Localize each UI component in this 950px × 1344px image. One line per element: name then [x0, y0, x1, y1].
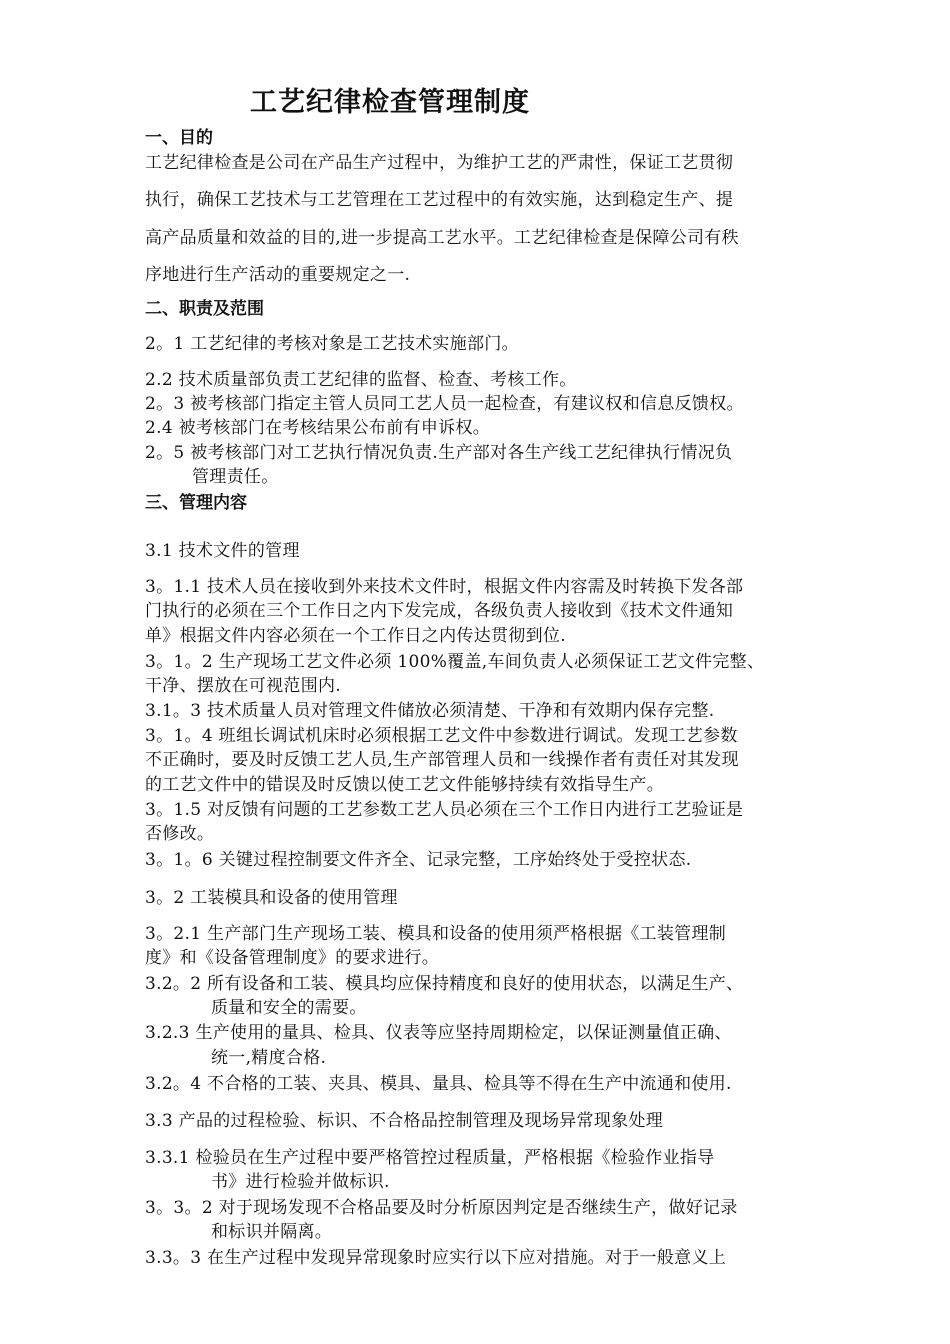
- paragraph-line: 3.2.3 生产使用的量具、检具、仪表等应坚持周期检定，以保证测量值正确、: [145, 1023, 732, 1043]
- paragraph-line: 序地进行生产活动的重要规定之一.: [145, 265, 411, 285]
- paragraph-line: 高产品质量和效益的目的,进一步提高工艺水平。工艺纪律检查是保障公司有秩: [145, 228, 739, 248]
- paragraph-line: 3。2.1 生产部门生产现场工装、模具和设备的使用须严格根据《工装管理制: [145, 924, 727, 944]
- section-heading-duties: 二、职责及范围: [145, 299, 264, 319]
- subsection-heading-3-3: 3.3 产品的过程检验、标识、不合格品控制管理及现场异常现象处理: [145, 1111, 664, 1131]
- paragraph-line: 工艺纪律检查是公司在产品生产过程中，为维护工艺的严肃性，保证工艺贯彻: [145, 153, 734, 173]
- paragraph-line: 3.3。3 在生产过程中发现异常现象时应实行以下应对措施。对于一般意义上: [145, 1248, 727, 1268]
- paragraph-line: 的工艺文件中的错误及时反馈以使工艺文件能够持续有效指导生产。: [145, 775, 664, 795]
- list-item: 2.2 技术质量部负责工艺纪律的监督、检查、考核工作。: [145, 370, 577, 390]
- paragraph-line: 不正确时，要及时反馈工艺人员,生产部管理人员和一线操作者有责任对其发现: [145, 750, 739, 770]
- section-heading-management: 三、管理内容: [145, 493, 247, 513]
- paragraph-line-continuation: 书》进行检验并做标识.: [211, 1172, 390, 1192]
- subsection-heading-3-2: 3。2 工装模具和设备的使用管理: [145, 888, 398, 908]
- paragraph-line: 3。1。6 关键过程控制要文件齐全、记录完整，工序始终处于受控状态.: [145, 850, 692, 870]
- paragraph-line: 3.2。4 不合格的工装、夹具、模具、量具、检具等不得在生产中流通和使用.: [145, 1074, 732, 1094]
- list-item: 2。5 被考核部门对工艺执行情况负责.生产部对各生产线工艺纪律执行情况负: [145, 443, 733, 463]
- section-heading-purpose: 一、目的: [145, 128, 213, 148]
- document-title: 工艺纪律检查管理制度: [250, 87, 530, 118]
- paragraph-line: 3。3。2 对于现场发现不合格品要及时分析原因判定是否继续生产，做好记录: [145, 1198, 738, 1218]
- paragraph-line: 门执行的必须在三个工作日之内下发完成，各级负责人接收到《技术文件通知: [145, 601, 734, 621]
- list-item: 2。3 被考核部门指定主管人员同工艺人员一起检查，有建议权和信息反馈权。: [145, 394, 744, 414]
- paragraph-line-continuation: 质量和安全的需要。: [211, 998, 367, 1018]
- paragraph-line: 3.3.1 检验员在生产过程中要严格管控过程质量，严格根据《检验作业指导: [145, 1148, 715, 1168]
- paragraph-line: 3。1.5 对反馈有问题的工艺参数工艺人员必须在三个工作日内进行工艺验证是: [145, 800, 744, 820]
- paragraph-line: 单》根据文件内容必须在一个工作日之内传达贯彻到位.: [145, 626, 566, 646]
- paragraph-line: 3。1.1 技术人员在接收到外来技术文件时，根据文件内容需及时转换下发各部: [145, 577, 744, 597]
- paragraph-line: 3。1。2 生产现场工艺文件必须 100%覆盖,车间负责人必须保证工艺文件完整、: [145, 652, 765, 672]
- paragraph-line: 度》和《设备管理制度》的要求进行。: [145, 948, 440, 968]
- list-item: 2。1 工艺纪律的考核对象是工艺技术实施部门。: [145, 334, 519, 354]
- list-item: 2.4 被考核部门在考核结果公布前有申诉权。: [145, 418, 491, 438]
- paragraph-line: 3。1。4 班组长调试机床时必须根据工艺文件中参数进行调试。发现工艺参数: [145, 726, 738, 746]
- subsection-heading-3-1: 3.1 技术文件的管理: [145, 541, 300, 561]
- paragraph-line: 3.2。2 所有设备和工装、模具均应保持精度和良好的使用状态，以满足生产、: [145, 974, 744, 994]
- paragraph-line-continuation: 统一,精度合格.: [211, 1048, 327, 1068]
- paragraph-line-continuation: 和标识并隔离。: [211, 1222, 333, 1242]
- paragraph-line: 干净、摆放在可视范围内.: [145, 676, 342, 696]
- paragraph-line: 执行，确保工艺技术与工艺管理在工艺过程中的有效实施，达到稳定生产、提: [145, 190, 734, 210]
- paragraph-line: 否修改。: [145, 824, 215, 844]
- list-item-continuation: 管理责任。: [192, 467, 279, 487]
- paragraph-line: 3.1。3 技术质量人员对管理文件储放必须清楚、干净和有效期内保存完整.: [145, 701, 715, 721]
